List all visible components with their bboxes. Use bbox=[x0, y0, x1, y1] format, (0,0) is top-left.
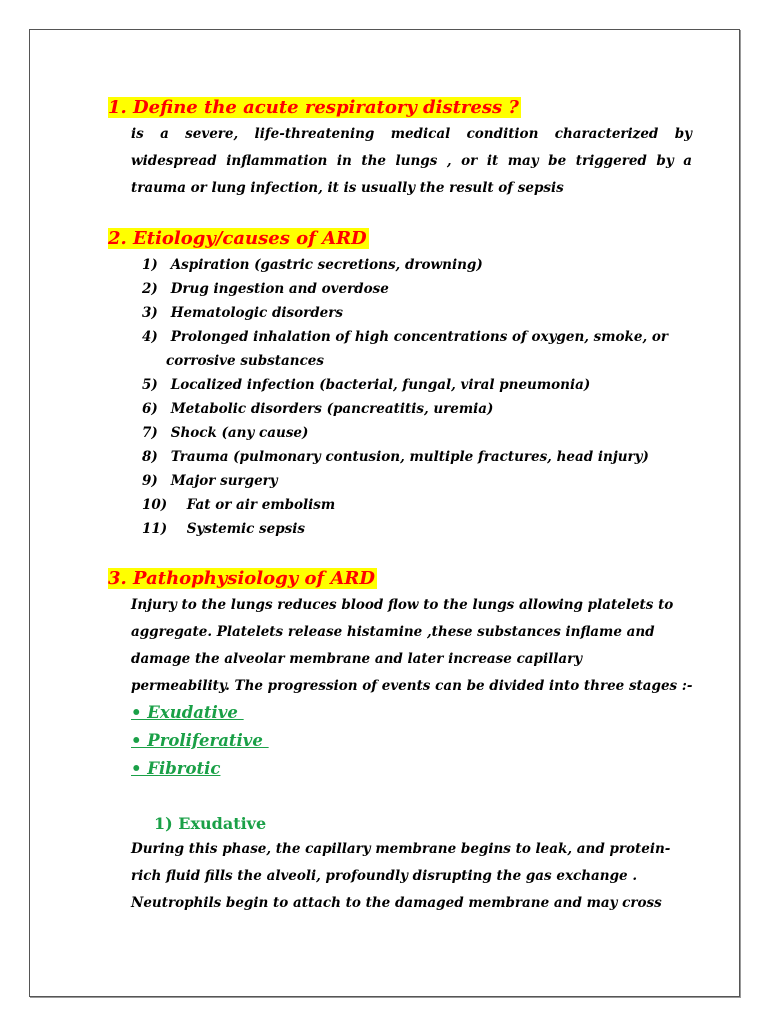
section-2-heading-text: 2. Etiology/causes of ARD bbox=[108, 228, 367, 249]
pathophysiology-line-1: Injury to the lungs reduces blood flow to the lungs allowing platelets to bbox=[131, 597, 674, 613]
section-3-heading-text: 3. Pathophysiology of ARD bbox=[108, 568, 375, 589]
list-item-number: 9) bbox=[142, 473, 158, 489]
list-item-number: 2) bbox=[142, 281, 158, 297]
etiology-list bbox=[142, 253, 702, 541]
list-item-text: Aspiration (gastric secretions, drowning) bbox=[170, 257, 483, 273]
list-item-number: 11) bbox=[142, 521, 168, 537]
stage-proliferative: • Proliferative bbox=[131, 731, 269, 750]
list-item-text: Hematologic disorders bbox=[170, 305, 343, 321]
definition-line-3: trauma or lung infection, it is usually the result of sepsis bbox=[131, 180, 564, 196]
section-1-definition bbox=[131, 121, 692, 202]
pathophysiology-paragraph bbox=[131, 592, 692, 700]
list-item bbox=[142, 493, 702, 517]
list-item-text: Localized infection (bacterial, fungal, viral pneumonia) bbox=[170, 377, 591, 393]
list-item bbox=[142, 277, 702, 301]
list-item-text: Drug ingestion and overdose bbox=[170, 281, 389, 297]
list-item-number: 4) bbox=[142, 329, 158, 345]
list-item-text: Major surgery bbox=[170, 473, 278, 489]
section-1-heading bbox=[108, 96, 521, 120]
exudative-line-2: rich fluid fills the alveoli, profoundly disrupting the gas exchange . bbox=[131, 868, 638, 884]
document-page bbox=[29, 29, 740, 997]
exudative-subheading: 1) Exudative bbox=[154, 814, 267, 833]
list-item-text: Metabolic disorders (pancreatitis, uremia) bbox=[170, 401, 494, 417]
list-item bbox=[142, 373, 702, 397]
pathophysiology-line-2: aggregate. Platelets release histamine ,these substances inflame and bbox=[131, 624, 655, 640]
exudative-line-3: Neutrophils begin to attach to the damaged membrane and may cross bbox=[131, 895, 662, 911]
section-1-heading-text: 1. Define the acute respiratory distress ? bbox=[108, 97, 519, 118]
definition-line-1: is a severe, life-threatening medical condition characterized by bbox=[131, 126, 692, 142]
list-item-number: 8) bbox=[142, 449, 158, 465]
list-item-number: 6) bbox=[142, 401, 158, 417]
exudative-paragraph bbox=[131, 836, 692, 917]
list-item bbox=[142, 421, 702, 445]
list-item-text: Fat or air embolism bbox=[186, 497, 336, 513]
list-item bbox=[142, 445, 702, 469]
list-item bbox=[142, 301, 702, 325]
stage-exudative: • Exudative bbox=[131, 703, 244, 722]
list-item bbox=[142, 469, 702, 493]
section-2-heading bbox=[108, 227, 369, 251]
pathophysiology-line-4: permeability. The progression of events can be divided into three stages :- bbox=[131, 678, 693, 694]
list-item bbox=[142, 397, 702, 421]
list-item-number: 1) bbox=[142, 257, 158, 273]
exudative-line-1: During this phase, the capillary membrane begins to leak, and protein- bbox=[131, 841, 671, 857]
list-item-number: 10) bbox=[142, 497, 168, 513]
list-item-continuation bbox=[142, 349, 702, 373]
list-item-number: 3) bbox=[142, 305, 158, 321]
list-item-number: 7) bbox=[142, 425, 158, 441]
list-item bbox=[142, 517, 702, 541]
list-item-text: Systemic sepsis bbox=[186, 521, 306, 537]
list-item-text: Trauma (pulmonary contusion, multiple fractures, head injury) bbox=[170, 449, 649, 465]
list-item-text: Shock (any cause) bbox=[170, 425, 309, 441]
list-item bbox=[142, 253, 702, 277]
stage-fibrotic: • Fibrotic bbox=[131, 759, 221, 778]
section-3-heading bbox=[108, 567, 377, 591]
pathophysiology-line-3: damage the alveolar membrane and later increase capillary bbox=[131, 651, 583, 667]
list-item-text: Prolonged inhalation of high concentrations of oxygen, smoke, or bbox=[170, 329, 669, 345]
list-item-number: 5) bbox=[142, 377, 158, 393]
definition-line-2: widespread inflammation in the lungs , or it may be triggered by a bbox=[131, 153, 692, 169]
page-content bbox=[30, 30, 739, 996]
list-item bbox=[142, 325, 702, 349]
list-item-text: corrosive substances bbox=[166, 353, 324, 369]
